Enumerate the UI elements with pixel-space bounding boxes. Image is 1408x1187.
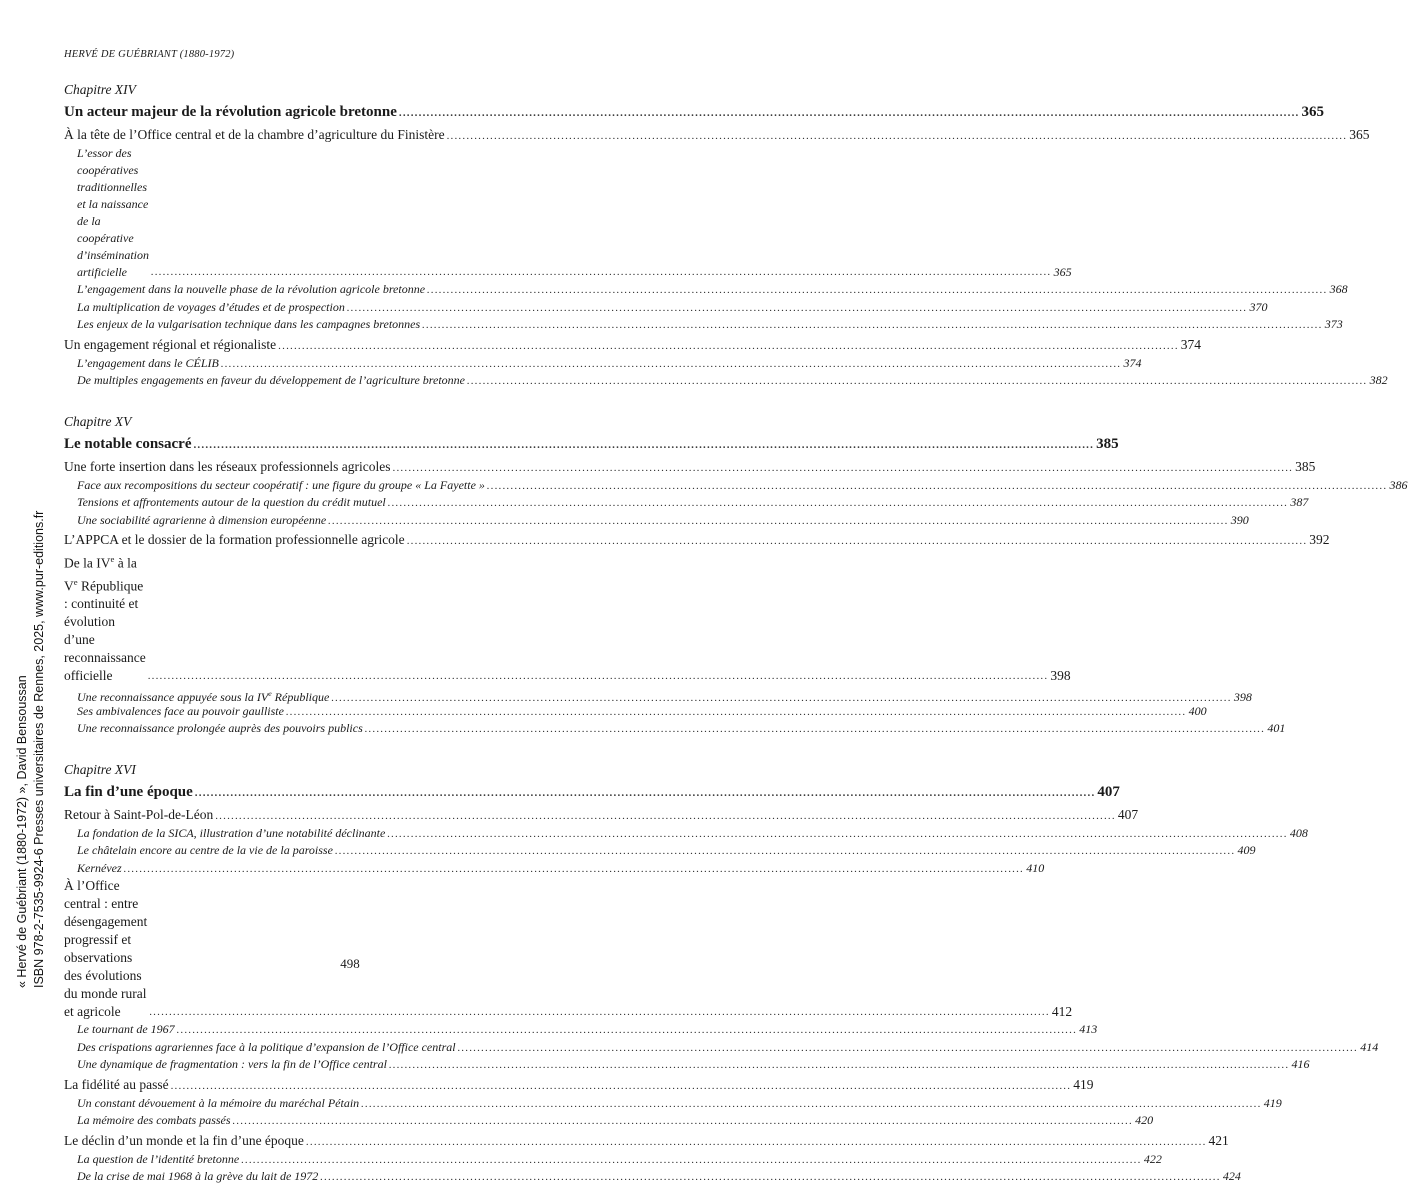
subsection-entry-page: 400 xyxy=(1188,703,1207,718)
subsection-entry-page: 410 xyxy=(1026,860,1045,875)
section-entry xyxy=(64,804,1139,825)
subsection-entry xyxy=(64,299,1268,317)
leader-dots xyxy=(422,317,1323,335)
subsection-entry-page: 424 xyxy=(1222,1169,1241,1183)
section-entry-page: 365 xyxy=(1349,127,1370,142)
subsection-entry xyxy=(64,316,1343,334)
subsection-entry xyxy=(64,1095,1282,1113)
leader-dots xyxy=(278,336,1179,357)
section-entry-page: 419 xyxy=(1073,1076,1094,1092)
leader-dots xyxy=(335,843,1236,861)
leader-dots xyxy=(241,1152,1142,1170)
subsection-entry xyxy=(64,1151,1162,1169)
subsection-entry-title: L’engagement dans le CÉLIB xyxy=(77,355,219,370)
subsection-entry-page: 409 xyxy=(1237,843,1256,857)
leader-dots xyxy=(215,806,1116,827)
running-header: HERVÉ DE GUÉBRIANT (1880-1972) xyxy=(64,49,235,60)
chapter-title-title: Le notable consacré xyxy=(64,435,192,452)
section-entry-title: Retour à Saint-Pol-de-Léon xyxy=(64,806,214,822)
subsection-entry-title: De la crise de mai 1968 à la grève du lait de 1972 xyxy=(77,1169,319,1183)
subsection-entry-title: Une reconnaissance appuyée sous la IVe République xyxy=(77,689,330,704)
section-entry xyxy=(64,529,1330,550)
subsection-entry-page: 420 xyxy=(1135,1113,1154,1127)
subsection-entry-page: 365 xyxy=(1053,265,1072,279)
chapter-title-title: La fin d’une époque xyxy=(64,783,193,800)
chapter xyxy=(64,412,1408,738)
subsection-entry xyxy=(64,842,1256,860)
copyright-side-note xyxy=(14,511,48,988)
section-entry xyxy=(64,550,1071,685)
subsection-entry-title-line: d’insémination artificielle xyxy=(77,248,149,279)
leader-dots xyxy=(393,458,1294,479)
subsection-entry-title: Kernévez xyxy=(77,860,122,875)
subsection-entry-page: 386 xyxy=(1389,477,1408,492)
section-entry xyxy=(64,124,1370,145)
section-entry-title: La fidélité au passé xyxy=(64,1076,169,1092)
subsection-entry-page: 414 xyxy=(1360,1039,1379,1054)
section-entry-page: 374 xyxy=(1180,336,1202,352)
subsection-entry-page: 419 xyxy=(1263,1095,1282,1110)
subsection-entry-page: 368 xyxy=(1329,282,1348,296)
subsection-entry-page: 387 xyxy=(1290,495,1309,509)
subsection-entry-title: Le châtelain encore au centre de la vie de la paroisse xyxy=(77,843,333,857)
section-entry-title: L’APPCA et le dossier de la formation professionnelle agricole xyxy=(64,532,405,547)
section-entry-title-line: des évolutions du monde rural et agricole xyxy=(64,968,147,1019)
leader-dots xyxy=(124,861,1025,879)
subsection-entry-title: L’engagement dans la nouvelle phase de la révolution agricole bretonne xyxy=(77,282,426,296)
section-entry xyxy=(64,334,1202,355)
section-entry-title: Une forte insertion dans les réseaux professionnels agricoles xyxy=(64,458,391,474)
leader-dots xyxy=(347,300,1248,318)
leader-dots xyxy=(458,1040,1359,1058)
leader-dots xyxy=(467,373,1368,391)
section-entry-page: 407 xyxy=(1117,806,1139,822)
subsection-entry xyxy=(64,494,1309,512)
leader-dots xyxy=(407,531,1308,552)
subsection-entry-page: 373 xyxy=(1324,317,1343,331)
subsection-entry-title: Face aux recompositions du secteur coopératif : une figure du groupe « La Fayette » xyxy=(77,477,485,492)
subsection-entry xyxy=(64,720,1286,738)
leader-dots xyxy=(399,101,1300,125)
subsection-entry xyxy=(64,145,1072,281)
chapter-title-title: Un acteur majeur de la révolution agricole bretonne xyxy=(64,104,397,120)
subsection-entry-title: Tensions et affrontements autour de la question du crédit mutuel xyxy=(77,495,386,509)
subsection-entry-title: La mémoire des combats passés xyxy=(77,1113,231,1127)
subsection-entry xyxy=(64,860,1045,878)
subsection-entry-page: 382 xyxy=(1369,373,1388,387)
leader-dots xyxy=(388,495,1289,513)
subsection-entry-page: 401 xyxy=(1267,721,1286,735)
leader-dots xyxy=(427,282,1328,300)
subsection-entry xyxy=(64,372,1388,390)
subsection-entry-title: De multiples engagements en faveur du développement de l’agriculture bretonne xyxy=(77,373,466,387)
section-entry xyxy=(64,877,1073,1021)
subsection-entry-title-line: L’essor des coopératives traditionnelles et la naissance de la coopérative xyxy=(77,146,149,245)
chapter-label: Chapitre XV xyxy=(64,413,132,429)
subsection-entry-page: 398 xyxy=(1233,690,1252,704)
section-entry-page: 398 xyxy=(1050,668,1071,683)
subsection-entry-title: La fondation de la SICA, illustration d’une notabilité déclinante xyxy=(77,825,386,840)
section-entry-title-line: À l’Office central : entre désengagement progressif et observations xyxy=(64,878,148,965)
section-entry-page: 392 xyxy=(1309,532,1330,547)
leader-dots xyxy=(148,667,1049,685)
subsection-entry-title: Des crispations agrariennes face à la politique d’expansion de l’Office central xyxy=(77,1039,456,1054)
chapter-title-page: 385 xyxy=(1096,435,1119,452)
subsection-entry-page: 408 xyxy=(1289,825,1308,840)
section-entry-page: 385 xyxy=(1295,458,1316,474)
subsection-entry xyxy=(64,477,1408,495)
leader-dots xyxy=(149,1003,1050,1021)
leader-dots xyxy=(487,478,1388,496)
subsection-entry-title: La multiplication de voyages d’études et de prospection xyxy=(77,299,345,314)
chapter xyxy=(64,760,1379,1186)
section-entry xyxy=(64,1130,1229,1151)
subsection-entry xyxy=(64,1056,1310,1074)
leader-dots xyxy=(193,433,1094,457)
subsection-entry-title: La question de l’identité bretonne xyxy=(77,1151,240,1166)
leader-dots xyxy=(195,781,1096,805)
leader-dots xyxy=(177,1022,1078,1040)
side-note-line-2: ISBN 978-2-7535-9924-6 Presses universitaires de Rennes, 2025, www.pur-editions.fr xyxy=(32,510,46,988)
subsection-entry xyxy=(64,1168,1241,1186)
side-note-line-1: « Hervé de Guébriant (1880-1972) », David Bensoussan xyxy=(15,675,29,988)
subsection-entry-page: 416 xyxy=(1291,1057,1310,1071)
section-entry-title: Un engagement régional et régionaliste xyxy=(64,336,277,352)
subsection-entry-page: 370 xyxy=(1249,299,1268,314)
subsection-entry xyxy=(64,281,1348,299)
chapter xyxy=(64,80,1388,390)
leader-dots xyxy=(306,1132,1207,1153)
leader-dots xyxy=(387,826,1288,844)
subsection-entry-title: Une reconnaissance prolongée auprès des pouvoirs publics xyxy=(77,721,363,735)
subsection-entry xyxy=(64,1112,1154,1130)
leader-dots xyxy=(286,704,1187,722)
subsection-entry-title xyxy=(77,145,149,281)
subsection-entry-title: Ses ambivalences face au pouvoir gaulliste xyxy=(77,703,284,718)
chapter-spacer xyxy=(64,738,598,760)
leader-dots xyxy=(320,1169,1221,1187)
subsection-entry-page: 422 xyxy=(1143,1151,1162,1166)
section-entry-page: 421 xyxy=(1208,1132,1229,1148)
section-entry-title: Le déclin d’un monde et la fin d’une époque xyxy=(64,1132,304,1148)
section-entry-title xyxy=(64,550,146,685)
leader-dots xyxy=(447,126,1348,147)
leader-dots xyxy=(365,721,1266,739)
subsection-entry xyxy=(64,685,1252,704)
section-entry-page: 412 xyxy=(1051,1004,1073,1019)
chapter-title xyxy=(64,100,1324,124)
chapter-spacer xyxy=(64,390,598,412)
leader-dots xyxy=(328,513,1229,531)
leader-dots xyxy=(389,1057,1290,1075)
leader-dots xyxy=(221,356,1122,374)
subsection-entry-page: 390 xyxy=(1230,512,1249,527)
subsection-entry xyxy=(64,825,1308,843)
chapter-label: Chapitre XVI xyxy=(64,761,136,777)
table-of-contents xyxy=(64,80,1408,1186)
chapter-title xyxy=(64,780,1120,804)
chapter-title xyxy=(64,432,1119,456)
subsection-entry xyxy=(64,1039,1379,1057)
chapter-label: Chapitre XIV xyxy=(64,82,136,97)
subsection-entry xyxy=(64,512,1249,530)
section-entry xyxy=(64,456,1316,477)
subsection-entry-title: Le tournant de 1967 xyxy=(77,1022,175,1036)
section-entry xyxy=(64,1074,1094,1095)
subsection-entry-title: Les enjeux de la vulgarisation technique dans les campagnes bretonnes xyxy=(77,317,421,331)
subsection-entry xyxy=(64,355,1142,373)
subsection-entry-page: 413 xyxy=(1079,1022,1098,1036)
subsection-entry-title: Un constant dévouement à la mémoire du maréchal Pétain xyxy=(77,1095,360,1110)
subsection-entry xyxy=(64,703,1207,721)
section-entry-title xyxy=(64,877,147,1021)
section-entry-title-line: De la IVe à la Ve République : continuité et évolution xyxy=(64,554,144,629)
page-number: 498 xyxy=(340,956,360,971)
subsection-entry-title: Une sociabilité agrarienne à dimension européenne xyxy=(77,512,327,527)
chapter-title-page: 407 xyxy=(1097,783,1120,800)
leader-dots xyxy=(361,1096,1262,1114)
section-entry-title-line: d’une reconnaissance officielle xyxy=(64,632,146,683)
leader-dots xyxy=(151,264,1052,281)
section-entry-title: À la tête de l’Office central et de la chambre d’agriculture du Finistère xyxy=(64,127,445,142)
leader-dots xyxy=(233,1113,1134,1131)
subsection-entry xyxy=(64,1021,1098,1039)
subsection-entry-page: 374 xyxy=(1123,355,1142,370)
leader-dots xyxy=(171,1076,1072,1097)
subsection-entry-title: Une dynamique de fragmentation : vers la fin de l’Office central xyxy=(77,1057,387,1071)
chapter-title-page: 365 xyxy=(1301,104,1324,120)
